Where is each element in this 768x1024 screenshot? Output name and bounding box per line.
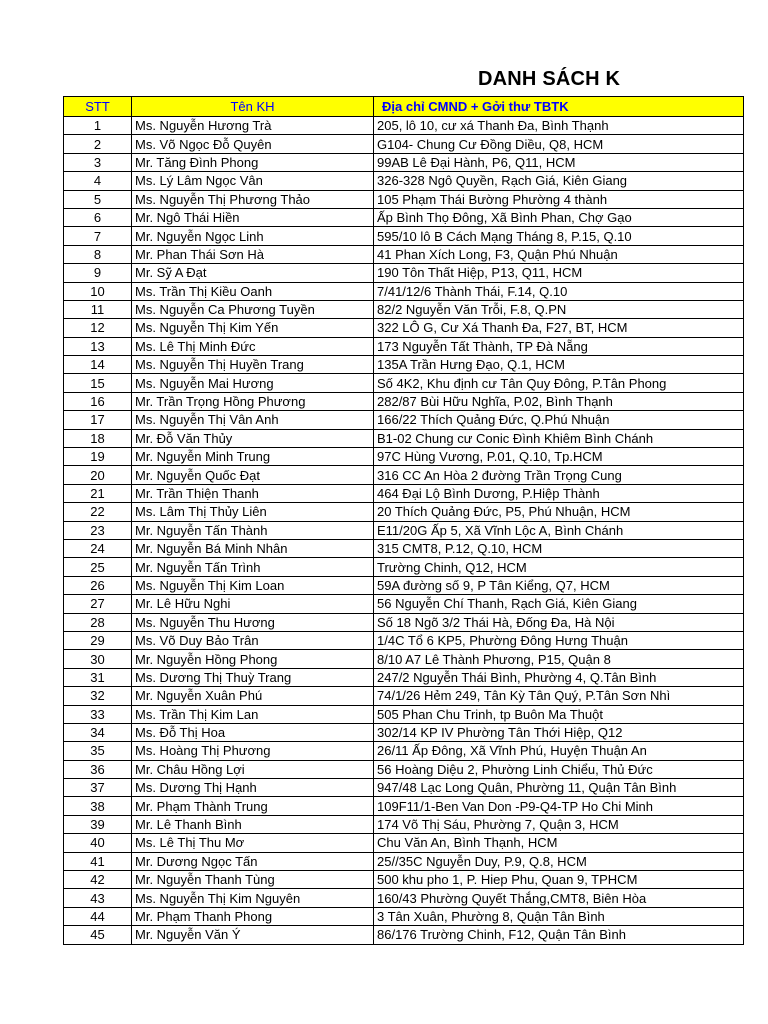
table-row <box>64 503 744 521</box>
cell-customer-name[interactable]: Mr. Trần Thiện Thanh <box>132 484 374 502</box>
table-row <box>64 521 744 539</box>
cell-stt[interactable]: 15 <box>64 374 132 392</box>
cell-address[interactable]: 56 Hoàng Diệu 2, Phường Linh Chiểu, Thủ Đức <box>374 760 744 778</box>
table-row <box>64 466 744 484</box>
table-row <box>64 613 744 631</box>
table-row <box>64 815 744 833</box>
cell-stt[interactable]: 38 <box>64 797 132 815</box>
cell-customer-name[interactable]: Ms. Nguyễn Thị Phương Thảo <box>132 190 374 208</box>
cell-address[interactable]: 8/10 A7 Lê Thành Phương, P15, Quận 8 <box>374 650 744 668</box>
cell-stt[interactable]: 7 <box>64 227 132 245</box>
table-row <box>64 834 744 852</box>
cell-stt[interactable]: 9 <box>64 264 132 282</box>
cell-stt[interactable]: 5 <box>64 190 132 208</box>
cell-address[interactable]: 99AB Lê Đại Hành, P6, Q11, HCM <box>374 153 744 171</box>
cell-stt[interactable]: 22 <box>64 503 132 521</box>
table-row <box>64 687 744 705</box>
cell-address[interactable]: Số 18 Ngõ 3/2 Thái Hà, Đống Đa, Hà Nội <box>374 613 744 631</box>
table-row <box>64 319 744 337</box>
table-row <box>64 907 744 925</box>
cell-customer-name[interactable]: Mr. Tăng Đình Phong <box>132 153 374 171</box>
cell-address[interactable]: 74/1/26 Hẻm 249, Tân Kỳ Tân Quý, P.Tân Sơn Nhì <box>374 687 744 705</box>
cell-stt[interactable]: 4 <box>64 172 132 190</box>
cell-stt[interactable]: 3 <box>64 153 132 171</box>
cell-stt[interactable]: 2 <box>64 135 132 153</box>
cell-stt[interactable]: 43 <box>64 889 132 907</box>
cell-address[interactable]: E11/20G Ấp 5, Xã Vĩnh Lộc A, Bình Chánh <box>374 521 744 539</box>
table-row <box>64 558 744 576</box>
cell-stt[interactable]: 30 <box>64 650 132 668</box>
cell-address[interactable]: 326-328 Ngô Quyền, Rạch Giá, Kiên Giang <box>374 172 744 190</box>
cell-stt[interactable]: 24 <box>64 539 132 557</box>
cell-address[interactable]: Chu Văn An, Bình Thạnh, HCM <box>374 834 744 852</box>
table-row <box>64 208 744 226</box>
cell-customer-name[interactable]: Mr. Dương Ngọc Tấn <box>132 852 374 870</box>
table-row <box>64 705 744 723</box>
cell-customer-name[interactable]: Ms. Nguyễn Thị Huyền Trang <box>132 356 374 374</box>
cell-stt[interactable]: 35 <box>64 742 132 760</box>
header-name[interactable]: Tên KH <box>132 97 374 117</box>
cell-customer-name[interactable]: Mr. Nguyễn Bá Minh Nhân <box>132 539 374 557</box>
cell-customer-name[interactable]: Mr. Sỹ A Đạt <box>132 264 374 282</box>
sheet-title: DANH SÁCH K <box>478 68 621 90</box>
cell-customer-name[interactable]: Mr. Phạm Thanh Phong <box>132 907 374 925</box>
cell-address[interactable]: 20 Thích Quảng Đức, P5, Phú Nhuận, HCM <box>374 503 744 521</box>
cell-address[interactable]: 86/176 Trường Chinh, F12, Quận Tân Bình <box>374 926 744 944</box>
cell-address[interactable]: 3 Tân Xuân, Phường 8, Quận Tân Bình <box>374 907 744 925</box>
table-row <box>64 889 744 907</box>
cell-customer-name[interactable]: Ms. Nguyễn Ca Phương Tuyền <box>132 300 374 318</box>
cell-stt[interactable]: 17 <box>64 411 132 429</box>
table-row <box>64 576 744 594</box>
cell-stt[interactable]: 40 <box>64 834 132 852</box>
header-address[interactable]: Địa chỉ CMND + Gởi thư TBTK <box>374 97 744 117</box>
cell-customer-name[interactable]: Ms. Nguyễn Mai Hương <box>132 374 374 392</box>
cell-customer-name[interactable]: Ms. Lê Thị Thu Mơ <box>132 834 374 852</box>
cell-address[interactable]: 947/48 Lạc Long Quân, Phường 11, Quận Tân Bình <box>374 779 744 797</box>
cell-customer-name[interactable]: Mr. Nguyễn Thanh Tùng <box>132 871 374 889</box>
cell-customer-name[interactable]: Mr. Nguyễn Quốc Đạt <box>132 466 374 484</box>
cell-address[interactable]: 205, lô 10, cư xá Thanh Đa, Bình Thạnh <box>374 117 744 135</box>
table-row <box>64 484 744 502</box>
table-row <box>64 631 744 649</box>
cell-customer-name[interactable]: Mr. Nguyễn Minh Trung <box>132 448 374 466</box>
cell-customer-name[interactable]: Mr. Lê Thanh Bình <box>132 815 374 833</box>
table-row <box>64 650 744 668</box>
table-row <box>64 190 744 208</box>
cell-stt[interactable]: 25 <box>64 558 132 576</box>
cell-address[interactable]: B1-02 Chung cư Conic Đình Khiêm Bình Chánh <box>374 429 744 447</box>
cell-address[interactable]: 190 Tôn Thất Hiệp, P13, Q11, HCM <box>374 264 744 282</box>
cell-stt[interactable]: 44 <box>64 907 132 925</box>
cell-stt[interactable]: 19 <box>64 448 132 466</box>
cell-customer-name[interactable]: Mr. Nguyễn Ngọc Linh <box>132 227 374 245</box>
cell-stt[interactable]: 29 <box>64 631 132 649</box>
cell-address[interactable]: 316 CC An Hòa 2 đường Trần Trọng Cung <box>374 466 744 484</box>
cell-address[interactable]: 322 LÔ G, Cư Xá Thanh Đa, F27, BT, HCM <box>374 319 744 337</box>
table-row <box>64 411 744 429</box>
cell-customer-name[interactable]: Ms. Lê Thị Minh Đức <box>132 337 374 355</box>
table-row <box>64 172 744 190</box>
cell-address[interactable]: 505 Phan Chu Trinh, tp Buôn Ma Thuột <box>374 705 744 723</box>
cell-address[interactable]: 59A đường số 9, P Tân Kiểng, Q7, HCM <box>374 576 744 594</box>
cell-stt[interactable]: 41 <box>64 852 132 870</box>
cell-address[interactable]: 173 Nguyễn Tất Thành, TP Đà Nẵng <box>374 337 744 355</box>
cell-customer-name[interactable]: Ms. Võ Ngọc Đỗ Quyên <box>132 135 374 153</box>
cell-customer-name[interactable]: Ms. Nguyễn Hương Trà <box>132 117 374 135</box>
cell-stt[interactable]: 20 <box>64 466 132 484</box>
table-row <box>64 797 744 815</box>
cell-stt[interactable]: 37 <box>64 779 132 797</box>
table-row <box>64 871 744 889</box>
cell-address[interactable]: 41 Phan Xích Long, F3, Quận Phú Nhuận <box>374 245 744 263</box>
table-row <box>64 245 744 263</box>
cell-address[interactable]: 7/41/12/6 Thành Thái, F.14, Q.10 <box>374 282 744 300</box>
cell-address[interactable]: 25//35C Nguyễn Duy, P.9, Q.8, HCM <box>374 852 744 870</box>
cell-stt[interactable]: 16 <box>64 392 132 410</box>
cell-customer-name[interactable]: Mr. Nguyễn Văn Ý <box>132 926 374 944</box>
cell-stt[interactable]: 11 <box>64 300 132 318</box>
cell-address[interactable]: 82/2 Nguyễn Văn Trỗi, F.8, Q.PN <box>374 300 744 318</box>
cell-stt[interactable]: 8 <box>64 245 132 263</box>
cell-address[interactable]: 302/14 KP IV Phường Tân Thới Hiệp, Q12 <box>374 723 744 741</box>
cell-stt[interactable]: 26 <box>64 576 132 594</box>
cell-stt[interactable]: 13 <box>64 337 132 355</box>
cell-address[interactable]: 595/10 lô B Cách Mạng Tháng 8, P.15, Q.10 <box>374 227 744 245</box>
cell-customer-name[interactable]: Ms. Dương Thị Hạnh <box>132 779 374 797</box>
table-row <box>64 760 744 778</box>
cell-customer-name[interactable]: Ms. Lâm Thị Thủy Liên <box>132 503 374 521</box>
cell-customer-name[interactable]: Mr. Nguyễn Xuân Phú <box>132 687 374 705</box>
spreadsheet-viewport <box>63 96 677 945</box>
cell-address[interactable]: 500 khu pho 1, P. Hiep Phu, Quan 9, TPHCM <box>374 871 744 889</box>
cell-address[interactable]: 160/43 Phường Quyết Thắng,CMT8, Biên Hòa <box>374 889 744 907</box>
table-row <box>64 356 744 374</box>
cell-address[interactable]: 166/22 Thích Quảng Đức, Q.Phú Nhuận <box>374 411 744 429</box>
cell-customer-name[interactable]: Ms. Trần Thị Kim Lan <box>132 705 374 723</box>
table-row <box>64 723 744 741</box>
cell-customer-name[interactable]: Mr. Nguyễn Tấn Trình <box>132 558 374 576</box>
cell-customer-name[interactable]: Ms. Nguyễn Thị Kim Nguyên <box>132 889 374 907</box>
cell-stt[interactable]: 21 <box>64 484 132 502</box>
cell-stt[interactable]: 42 <box>64 871 132 889</box>
table-row <box>64 153 744 171</box>
cell-address[interactable]: 174 Võ Thị Sáu, Phường 7, Quận 3, HCM <box>374 815 744 833</box>
cell-customer-name[interactable]: Ms. Nguyễn Thị Kim Yến <box>132 319 374 337</box>
cell-address[interactable]: Số 4K2, Khu định cư Tân Quy Đông, P.Tân Phong <box>374 374 744 392</box>
cell-customer-name[interactable]: Ms. Nguyễn Thị Vân Anh <box>132 411 374 429</box>
cell-address[interactable]: Ấp Bình Thọ Đông, Xã Bình Phan, Chợ Gạo <box>374 208 744 226</box>
cell-stt[interactable]: 14 <box>64 356 132 374</box>
cell-customer-name[interactable]: Ms. Trần Thị Kiều Oanh <box>132 282 374 300</box>
table-row <box>64 227 744 245</box>
cell-stt[interactable]: 45 <box>64 926 132 944</box>
cell-customer-name[interactable]: Mr. Đỗ Văn Thủy <box>132 429 374 447</box>
cell-address[interactable]: 97C Hùng Vương, P.01, Q.10, Tp.HCM <box>374 448 744 466</box>
cell-address[interactable]: 1/4C Tổ 6 KP5, Phường Đông Hưng Thuận <box>374 631 744 649</box>
header-stt[interactable]: STT <box>64 97 132 117</box>
cell-stt[interactable]: 28 <box>64 613 132 631</box>
table-row <box>64 595 744 613</box>
cell-address[interactable]: 315 CMT8, P.12, Q.10, HCM <box>374 539 744 557</box>
cell-stt[interactable]: 27 <box>64 595 132 613</box>
cell-stt[interactable]: 23 <box>64 521 132 539</box>
cell-customer-name[interactable]: Mr. Ngô Thái Hiền <box>132 208 374 226</box>
cell-stt[interactable]: 1 <box>64 117 132 135</box>
cell-address[interactable]: 464 Đại Lộ Bình Dương, P.Hiệp Thành <box>374 484 744 502</box>
cell-stt[interactable]: 31 <box>64 668 132 686</box>
table-row <box>64 300 744 318</box>
cell-address[interactable]: 135A Trần Hưng Đạo, Q.1, HCM <box>374 356 744 374</box>
table-row <box>64 264 744 282</box>
table-row <box>64 742 744 760</box>
cell-customer-name[interactable]: Mr. Trần Trọng Hồng Phương <box>132 392 374 410</box>
customer-table <box>63 96 744 945</box>
table-row <box>64 852 744 870</box>
cell-address[interactable]: 247/2 Nguyễn Thái Bình, Phường 4, Q.Tân Bình <box>374 668 744 686</box>
cell-stt[interactable]: 32 <box>64 687 132 705</box>
header-row <box>64 97 744 117</box>
table-row <box>64 337 744 355</box>
table-row <box>64 779 744 797</box>
cell-address[interactable]: 105 Phạm Thái Bường Phường 4 thành <box>374 190 744 208</box>
cell-stt[interactable]: 6 <box>64 208 132 226</box>
cell-customer-name[interactable]: Ms. Lý Lâm Ngọc Vân <box>132 172 374 190</box>
cell-customer-name[interactable]: Ms. Võ Duy Bảo Trân <box>132 631 374 649</box>
cell-customer-name[interactable]: Ms. Đỗ Thị Hoa <box>132 723 374 741</box>
cell-stt[interactable]: 39 <box>64 815 132 833</box>
cell-address[interactable]: 109F11/1-Ben Van Don -P9-Q4-TP Ho Chi Minh <box>374 797 744 815</box>
table-row <box>64 539 744 557</box>
cell-customer-name[interactable]: Mr. Phạm Thành Trung <box>132 797 374 815</box>
cell-stt[interactable]: 33 <box>64 705 132 723</box>
cell-stt[interactable]: 34 <box>64 723 132 741</box>
cell-address[interactable]: 56 Nguyễn Chí Thanh, Rạch Giá, Kiên Giang <box>374 595 744 613</box>
table-row <box>64 926 744 944</box>
cell-customer-name[interactable]: Mr. Nguyễn Hồng Phong <box>132 650 374 668</box>
table-row <box>64 448 744 466</box>
table-row <box>64 374 744 392</box>
cell-stt[interactable]: 10 <box>64 282 132 300</box>
table-row <box>64 429 744 447</box>
cell-stt[interactable]: 12 <box>64 319 132 337</box>
cell-customer-name[interactable]: Ms. Nguyễn Thị Kim Loan <box>132 576 374 594</box>
cell-customer-name[interactable]: Ms. Nguyễn Thu Hương <box>132 613 374 631</box>
cell-address[interactable]: G104- Chung Cư Đồng Diều, Q8, HCM <box>374 135 744 153</box>
cell-customer-name[interactable]: Ms. Dương Thị Thuỳ Trang <box>132 668 374 686</box>
cell-address[interactable]: 282/87 Bùi Hữu Nghĩa, P.02, Bình Thạnh <box>374 392 744 410</box>
table-row <box>64 117 744 135</box>
cell-customer-name[interactable]: Mr. Phan Thái Sơn Hà <box>132 245 374 263</box>
table-row <box>64 282 744 300</box>
cell-customer-name[interactable]: Mr. Lê Hữu Nghi <box>132 595 374 613</box>
cell-stt[interactable]: 18 <box>64 429 132 447</box>
table-row <box>64 668 744 686</box>
cell-customer-name[interactable]: Ms. Hoàng Thị Phương <box>132 742 374 760</box>
table-row <box>64 135 744 153</box>
cell-customer-name[interactable]: Mr. Nguyễn Tấn Thành <box>132 521 374 539</box>
cell-customer-name[interactable]: Mr. Châu Hồng Lợi <box>132 760 374 778</box>
table-row <box>64 392 744 410</box>
cell-stt[interactable]: 36 <box>64 760 132 778</box>
cell-address[interactable]: Trường Chinh, Q12, HCM <box>374 558 744 576</box>
cell-address[interactable]: 26/11 Ấp Đông, Xã Vĩnh Phú, Huyện Thuận An <box>374 742 744 760</box>
